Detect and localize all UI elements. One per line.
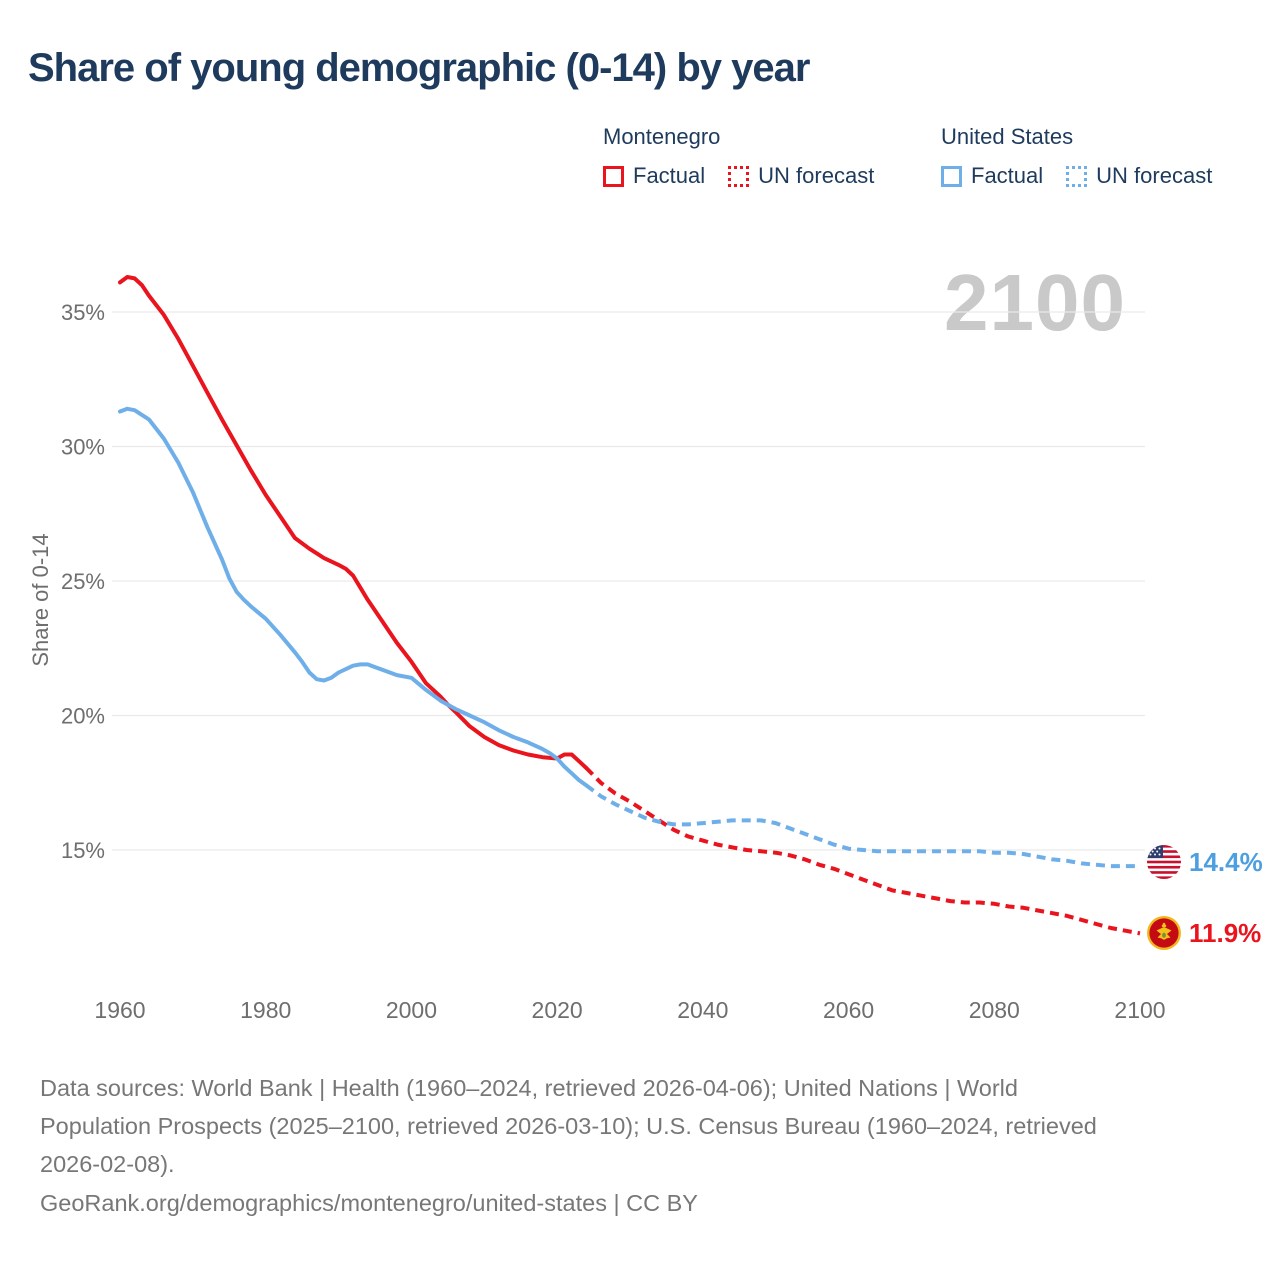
x-tick-label: 2100 — [1114, 997, 1166, 1023]
montenegro-end-label — [1147, 916, 1261, 950]
series-factual-line — [120, 409, 586, 786]
series-factual-line — [120, 277, 586, 768]
x-tick-label: 2080 — [968, 997, 1020, 1023]
us-end-value: 14.4% — [1189, 846, 1263, 877]
data-sources-line1: Data sources: World Bank | Health (1960–2024, retrieved 2026-04-06); United Nations | World — [40, 1075, 1018, 1101]
attribution-link: GeoRank.org/demographics/montenegro/united-states | CC BY — [40, 1190, 698, 1216]
legend-us-factual-label: Factual — [971, 163, 1044, 188]
montenegro-end-value: 11.9% — [1189, 917, 1262, 948]
x-tick-label: 1960 — [94, 997, 146, 1023]
page-title: Share of young demographic (0-14) by year — [28, 46, 810, 90]
us-end-label — [1147, 845, 1263, 879]
x-tick-label: 2000 — [385, 997, 438, 1023]
y-tick-label: 35% — [60, 300, 105, 325]
y-tick-label: 25% — [60, 569, 105, 594]
y-axis-title: Share of 0-14 — [28, 533, 53, 667]
footer — [40, 1069, 1220, 1222]
legend-montenegro-factual-label: Factual — [633, 163, 706, 188]
watermark-year: 2100 — [944, 258, 1126, 347]
x-tick-label: 1980 — [240, 997, 292, 1023]
legend-country-montenegro: Montenegro — [603, 124, 721, 149]
montenegro-flag-icon — [1147, 916, 1181, 950]
data-sources-line3: 2026-02-08). — [40, 1151, 175, 1177]
x-tick-label: 2060 — [822, 997, 875, 1023]
series-forecast-line — [586, 785, 1140, 866]
y-tick-label: 15% — [60, 838, 105, 863]
y-tick-label: 30% — [60, 434, 105, 460]
legend-us-forecast-label: UN forecast — [1096, 163, 1213, 188]
legend-montenegro-forecast-label: UN forecast — [758, 163, 875, 188]
x-tick-label: 2020 — [531, 997, 583, 1023]
legend-country-united-states: United States — [941, 124, 1074, 149]
x-tick-label: 2040 — [677, 997, 729, 1023]
data-sources-line2: Population Prospects (2025–2100, retrieved 2026-03-10); U.S. Census Bureau (1960–2024, retrieved — [40, 1113, 1097, 1139]
y-tick-label: 20% — [60, 703, 105, 729]
us-flag-icon — [1147, 845, 1181, 879]
